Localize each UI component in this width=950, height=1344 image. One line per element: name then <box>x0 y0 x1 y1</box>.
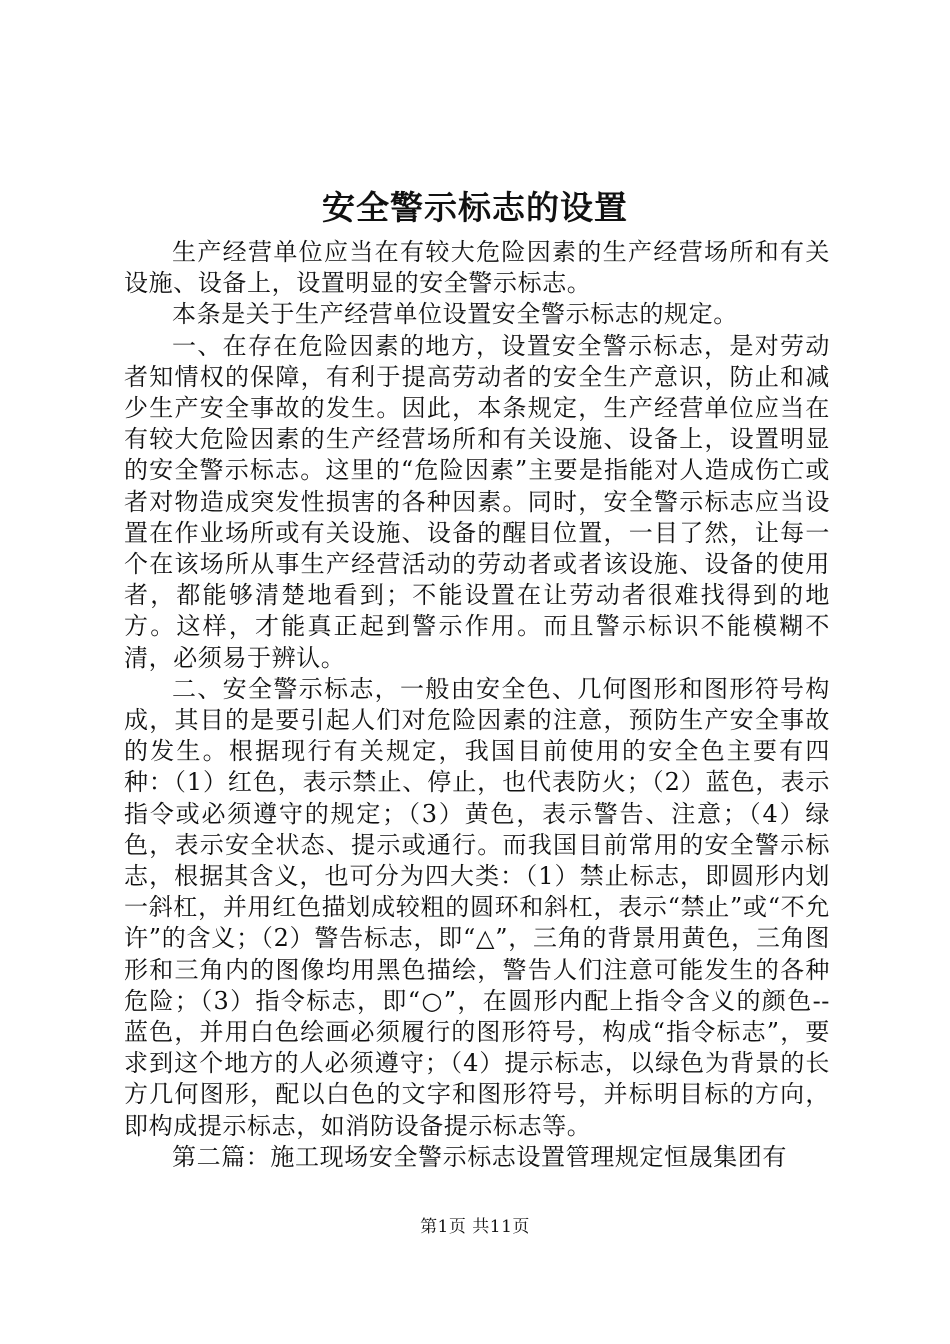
paragraph-summary: 本条是关于生产经营单位设置安全警示标志的规定。 <box>172 300 738 329</box>
paragraph-next-article: 第二篇：施工现场安全警示标志设置管理规定恒晟集团有 <box>172 1142 787 1171</box>
page-number-footer: 第1页 共11页 <box>420 1217 530 1237</box>
paragraph-intro: 生产经营单位应当在有较大危险因素的生产经营场所和有关设施、设备上，设置明显的安全警示标志。 <box>124 238 830 298</box>
paragraph-section-two: 二、安全警示标志，一般由安全色、几何图形和图形符号构成，其目的是要引起人们对危险因素的注意，预防生产安全事故的发生。根据现行有关规定，我国目前使用的安全色主要有四种：（1）红色，表示禁止、停止，也代表防火；（2）蓝色，表示指令或必须遵守的规定；（3）黄色，表示警告、注意；（4）绿色，表示安全状态、提示或通行。而我国目前常用的安全警示标志，根据其含义，也可分为四大类：（1）禁止标志，即圆形内划一斜杠，并用红色描划成较粗的圆环和斜杠，表示“禁止”或“不允许”的含义；（2）警告标志，即“△”，三角的背景用黄色，三角图形和三角内的图像均用黑色描绘，警告人们注意可能发生的各种危险；（3）指令标志，即“○”，在圆形内配上指令含义的颜色--蓝色，并用白色绘画必须履行的图形符号，构成“指令标志”，要求到这个地方的人必须遵守；（4）提示标志，以绿色为背景的长方几何图形，配以白色的文字和图形符号，并标明目标的方向，即构成提示标志，如消防设备提示标志等。 <box>124 674 830 1140</box>
document-body <box>124 237 830 1173</box>
paragraph-section-one: 一、在存在危险因素的地方，设置安全警示标志，是对劳动者知情权的保障，有利于提高劳动者的安全生产意识，防止和减少生产安全事故的发生。因此，本条规定，生产经营单位应当在有较大危险因素的生产经营场所和有关设施、设备上，设置明显的安全警示标志。这里的“危险因素”主要是指能对人造成伤亡或者对物造成突发性损害的各种因素。同时，安全警示标志应当设置在作业场所或有关设施、设备的醒目位置，一目了然，让每一个在该场所从事生产经营活动的劳动者或者该设施、设备的使用者，都能够清楚地看到；不能设置在让劳动者很难找得到的地方。这样，才能真正起到警示作用。而且警示标识不能模糊不清，必须易于辨认。 <box>124 331 830 672</box>
document-title: 安全警示标志的设置 <box>322 188 628 227</box>
